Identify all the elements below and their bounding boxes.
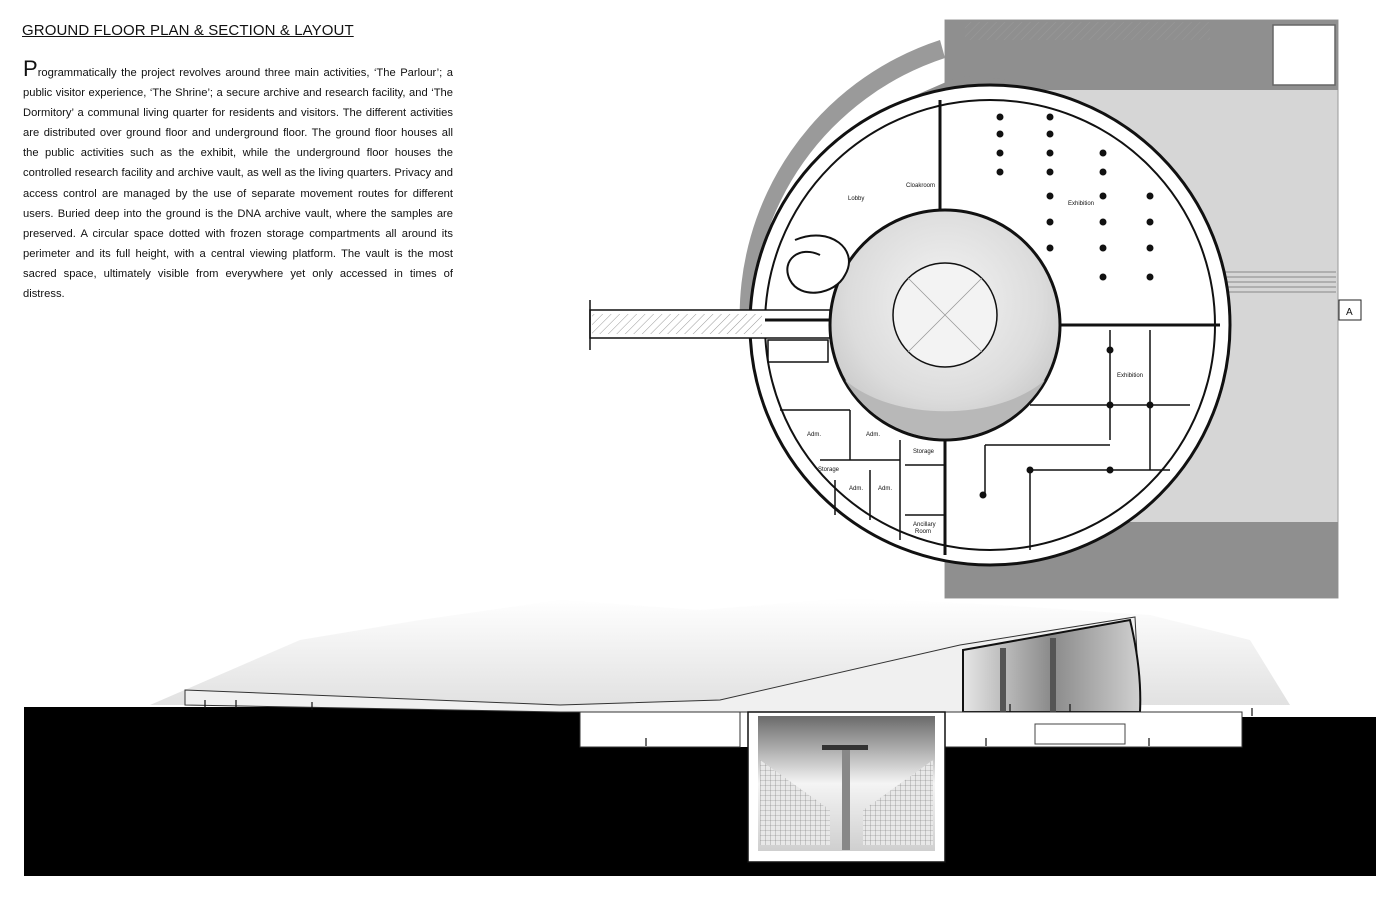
ramp-deck (580, 712, 740, 747)
drop-cap: P (23, 56, 38, 81)
room-label-exhibition-north: Exhibition (1068, 201, 1095, 207)
section-marker-label: A (1346, 307, 1353, 318)
room-label-storage-2: Storage (913, 449, 935, 455)
room-label-adm-4: Adm. (878, 486, 893, 492)
viewing-platform-stem (842, 750, 850, 850)
room-label-lobby: Lobby (848, 196, 865, 202)
page-title: GROUND FLOOR PLAN & SECTION & LAYOUT (22, 22, 354, 39)
hall-column-1 (1000, 648, 1006, 712)
viewing-platform (822, 745, 868, 750)
room-label-cloakroom: Cloakroom (906, 183, 936, 189)
room-label-storage-1: Storage (818, 467, 840, 473)
hall-column-2 (1050, 638, 1056, 712)
room-label-ancillary-line1: Ancillary (913, 522, 936, 528)
ground-floor-glazing (1035, 724, 1125, 744)
room-label-exhibition-east: Exhibition (1117, 373, 1144, 379)
room-label-adm-1: Adm. (807, 432, 822, 438)
description-text: rogrammatically the project revolves around three main activities, ‘The Parlour’; a public visitor experience, ‘The Shrine’; a secure archive and research facility, and ‘The Dormitory’ a communal living quarter for residents and visitors. The different activities are distributed over ground floor and underground floor. The ground floor houses all the public activities such as the exhibit, while the underground floor houses the controlled research facility and archive vault, as well as the living quarters. Privacy and access control are managed by the use of separate movement routes for different users. Buried deep into the ground is the DNA archive vault, where the samples are preserved. A circular space dotted with frozen storage compartments all around its perimeter and its full height, with a central viewing platform. The vault is the most sacred space, ultimately visible from everywhere yet only accessed in times of distress. (23, 67, 453, 301)
room-label-ancillary-line2: Room (915, 529, 932, 535)
room-label-adm-3: Adm. (849, 486, 864, 492)
room-label-adm-2: Adm. (866, 432, 881, 438)
